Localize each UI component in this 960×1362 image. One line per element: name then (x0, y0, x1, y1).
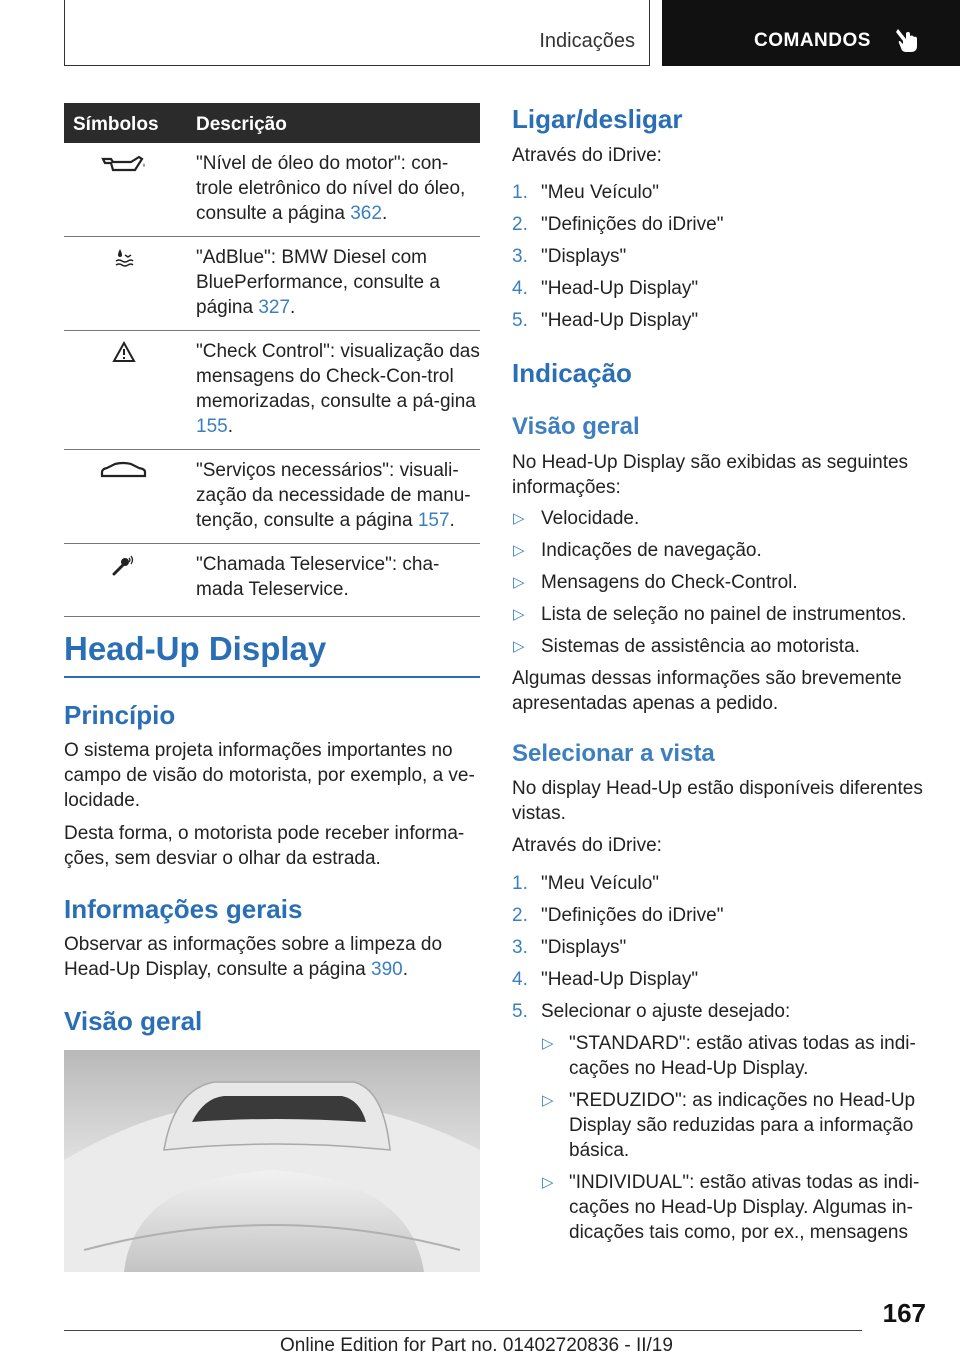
step-number: 3. (512, 246, 528, 267)
step-text: "Displays" (541, 937, 627, 958)
bullet-triangle-icon: ▷ (513, 638, 525, 655)
row-end: . (449, 510, 455, 531)
table-header-symbols: Símbolos (73, 114, 159, 135)
table-header (64, 103, 480, 143)
list-item-text: "REDUZIDO": as indicações no Head-Up Display são reduzidas para a informação básica. (569, 1090, 916, 1161)
page-link[interactable]: 155 (196, 416, 228, 437)
list-item-text: Mensagens do Check-Control. (541, 572, 798, 593)
header-section-box (64, 0, 650, 66)
row-text: "AdBlue": BMW Diesel com BluePerformance, consulte a página (196, 247, 440, 318)
row-text: "Serviços necessários": visuali-zação da necessidade de manu-tenção, consulte a página (196, 460, 471, 531)
list-item (512, 999, 928, 1245)
page-title: Head-Up Display (64, 630, 480, 678)
car-service-icon (99, 460, 149, 482)
head-up-display-photo (64, 1050, 480, 1272)
bullet-triangle-icon: ▷ (513, 510, 525, 527)
general-info-text: Observar as informações sobre a limpeza do Head-Up Display, consulte a página (64, 934, 443, 980)
list-item-text: Lista de seleção no painel de instrumentos. (541, 604, 907, 625)
general-info-end: . (402, 959, 408, 980)
select-view-idrive: Através do iDrive: (512, 835, 662, 856)
general-info-heading: Informações gerais (64, 894, 303, 924)
row-text: "Check Control": visualização das mensagens do Check-Con-trol memorizadas, consulte a pá-gina (196, 341, 480, 412)
list-item (512, 212, 928, 237)
list-item (512, 506, 928, 531)
step-text: "Head-Up Display" (541, 969, 699, 990)
step-number: 4. (512, 278, 528, 299)
select-view-steps (512, 871, 928, 1252)
step-number: 2. (512, 214, 528, 235)
list-item (512, 871, 928, 896)
list-item-text: Velocidade. (541, 508, 640, 529)
step-number: 4. (512, 969, 528, 990)
step-number: 2. (512, 905, 528, 926)
overview-heading-right: Visão geral (512, 413, 640, 440)
on-off-heading: Ligar/desligar (512, 104, 683, 134)
list-item-text: Indicações de navegação. (541, 540, 762, 561)
view-options-list (541, 1031, 928, 1245)
on-off-intro: Através do iDrive: (512, 145, 662, 166)
bullet-triangle-icon: ▷ (542, 1174, 554, 1191)
table-header-description: Descrição (196, 114, 287, 135)
step-number: 1. (512, 873, 528, 894)
header-chapter-label: COMANDOS (754, 30, 871, 51)
page-link[interactable]: 362 (350, 203, 382, 224)
list-item (512, 180, 928, 205)
header-section-title: Indicações (539, 30, 635, 52)
page-link[interactable]: 327 (258, 297, 291, 318)
row-end: . (227, 416, 233, 437)
step-text: "Head-Up Display" (541, 278, 699, 299)
list-item (512, 967, 928, 992)
list-item (512, 634, 928, 659)
row-end: . (290, 297, 296, 318)
wrench-call-icon (110, 554, 138, 576)
footer-edition: Online Edition for Part no. 01402720836 - II/19 (280, 1335, 673, 1356)
step-text: "Meu Veículo" (541, 182, 660, 203)
row-text: "Nível de óleo do motor": con-trole eletrônico do nível do óleo, consulte a página (196, 153, 466, 224)
principle-paragraph-2: Desta forma, o motorista pode receber informa-ções, sem desviar o olhar da estrada. (64, 823, 465, 869)
list-item (512, 308, 928, 333)
table-row (64, 450, 480, 544)
display-heading: Indicação (512, 358, 632, 388)
list-item (541, 1088, 928, 1163)
list-item (512, 276, 928, 301)
step-text: "Definições do iDrive" (541, 905, 724, 926)
header-chapter-tab[interactable] (662, 0, 960, 66)
step-number: 1. (512, 182, 528, 203)
list-item (512, 935, 928, 960)
row-text: "Chamada Teleservice": cha-mada Teleservice. (196, 554, 440, 600)
step-text: "Head-Up Display" (541, 310, 699, 331)
select-view-intro: No display Head-Up estão disponíveis diferentes vistas. (512, 778, 923, 824)
footer-divider (64, 1330, 862, 1331)
row-end: . (381, 203, 388, 224)
symbols-table (64, 103, 480, 617)
bullet-triangle-icon: ▷ (542, 1035, 554, 1052)
on-off-steps (512, 180, 928, 340)
general-info-paragraph (64, 932, 480, 982)
table-row (64, 331, 480, 450)
overview-heading: Visão geral (64, 1006, 203, 1036)
list-item-text: "INDIVIDUAL": estão ativas todas as indi-cações no Head-Up Display. Algumas in-dicações tais como, por ex., mensagens (569, 1172, 920, 1243)
select-view-heading: Selecionar a vista (512, 740, 715, 767)
dashboard-hud-illustration (64, 1050, 480, 1272)
overview-list (512, 506, 928, 666)
overview-note: Algumas dessas informações são brevemente apresentadas apenas a pedido. (512, 668, 902, 714)
table-row (64, 544, 480, 617)
page-number: 167 (882, 1298, 926, 1328)
bullet-triangle-icon: ▷ (542, 1092, 554, 1109)
step-text: "Definições do iDrive" (541, 214, 724, 235)
bullet-triangle-icon: ▷ (513, 606, 525, 623)
page-link[interactable]: 157 (417, 510, 450, 531)
step-text: "Meu Veículo" (541, 873, 660, 894)
table-row (64, 237, 480, 331)
list-item (512, 538, 928, 563)
adblue-icon (113, 247, 135, 269)
table-row (64, 143, 480, 237)
list-item (512, 570, 928, 595)
bullet-triangle-icon: ▷ (513, 574, 525, 591)
list-item (512, 602, 928, 627)
page-link[interactable]: 390 (371, 959, 403, 980)
step-number: 3. (512, 937, 528, 958)
principle-heading: Princípio (64, 700, 176, 730)
step-number: 5. (512, 1001, 528, 1022)
hand-pointer-icon (894, 26, 920, 54)
step-text: Selecionar o ajuste desejado: (541, 1001, 791, 1022)
list-item-text: "STANDARD": estão ativas todas as indi-cações no Head-Up Display. (569, 1033, 916, 1079)
list-item (541, 1170, 928, 1245)
overview-intro: No Head-Up Display são exibidas as seguintes informações: (512, 452, 909, 498)
principle-paragraph-1: O sistema projeta informações importantes no campo de visão do motorista, por exemplo, a ve-locidade. (64, 740, 475, 811)
list-item-text: Sistemas de assistência ao motorista. (541, 636, 860, 657)
oil-can-icon (101, 153, 147, 175)
warning-triangle-icon (112, 341, 136, 363)
list-item (541, 1031, 928, 1081)
list-item (512, 244, 928, 269)
step-text: "Displays" (541, 246, 627, 267)
list-item (512, 903, 928, 928)
bullet-triangle-icon: ▷ (513, 542, 525, 559)
step-number: 5. (512, 310, 528, 331)
